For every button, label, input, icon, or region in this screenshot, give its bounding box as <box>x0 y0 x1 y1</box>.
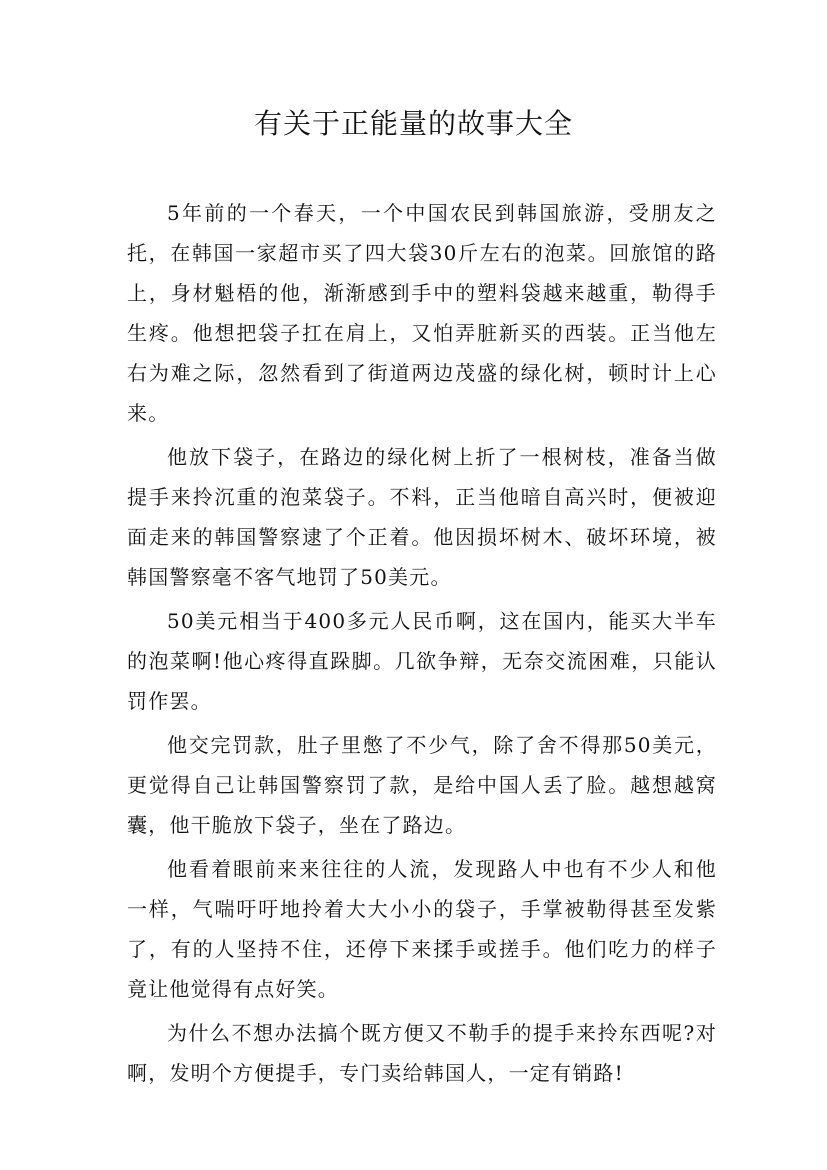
paragraph-5: 他看着眼前来来往往的人流，发现路人中也有不少人和他一样，气喘吁吁地拎着大大小小的袋子，手掌被勒得甚至发紫了，有的人坚持不住，还停下来揉手或搓手。他们吃力的样子竟让他觉得有点好笑。 <box>127 857 717 1001</box>
paragraph-3: 50美元相当于400多元人民币啊，这在国内，能买大半车的泡菜啊!他心疼得直跺脚。几欲争辩，无奈交流困难，只能认罚作罢。 <box>127 609 717 713</box>
document-body <box>127 193 717 1093</box>
paragraph-1: 5年前的一个春天，一个中国农民到韩国旅游，受朋友之托，在韩国一家超市买了四大袋30斤左右的泡菜。回旅馆的路上，身材魁梧的他，渐渐感到手中的塑料袋越来越重，勒得手生疼。他想把袋子扛在肩上，又怕弄脏新买的西装。正当他左右为难之际，忽然看到了街道两边茂盛的绿化树，顿时计上心来。 <box>127 201 717 425</box>
paragraph-6: 为什么不想办法搞个既方便又不勒手的提手来拎东西呢?对啊，发明个方便提手，专门卖给韩国人，一定有销路! <box>127 1021 717 1085</box>
document-title: 有关于正能量的故事大全 <box>253 107 573 140</box>
paragraph-4: 他交完罚款，肚子里憋了不少气，除了舍不得那50美元，更觉得自己让韩国警察罚了款，是给中国人丢了脸。越想越窝囊，他干脆放下袋子，坐在了路边。 <box>127 733 717 837</box>
paragraph-2: 他放下袋子，在路边的绿化树上折了一根树枝，准备当做提手来拎沉重的泡菜袋子。不料，正当他暗自高兴时，便被迎面走来的韩国警察逮了个正着。他因损坏树木、破坏环境，被韩国警察毫不客气地罚了50美元。 <box>127 445 717 589</box>
